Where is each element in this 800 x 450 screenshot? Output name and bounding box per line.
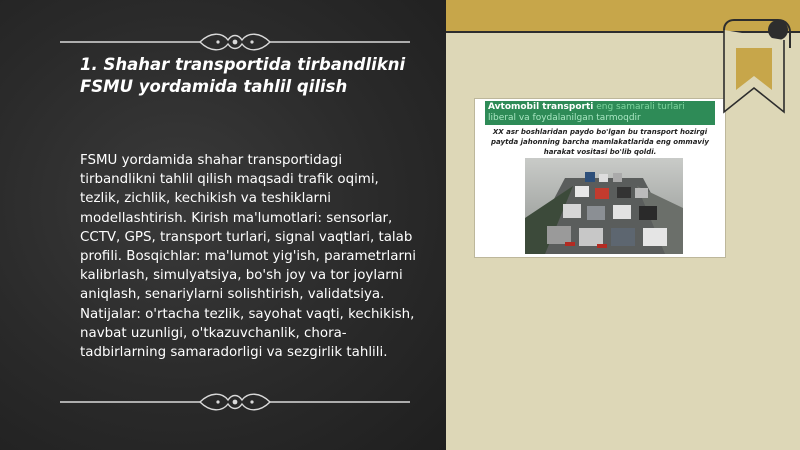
image-heading xyxy=(485,101,715,125)
image-heading-rest: eng samarali turlari xyxy=(596,102,685,112)
ornamental-divider-icon xyxy=(60,390,410,414)
ornamental-divider-icon xyxy=(60,30,410,54)
slide-body-text: FSMU yordamida shahar transportidagi tirbandlikni tahlil qilish maqsadi trafik oqimi, tezlik, zichlik, kechikish va teshiklarni modellashtirish. Kirish ma'lumotlari: sensorlar, CCTV, GPS, transport turlari, signal vaqtlari, talab profili. Bosqichlar: ma'lumot yig'ish, parametrlarni kalibrlash, simulyatsiya, bo'sh joy va tor joylarni aniqlash, senariylarni solishtirish, validatsiya. Natijalar: o'rtacha tezlik, sayohat vaqti, kechikish, navbat uzunligi, o'tkazuvchanlik, chora-tadbirlarning samaradorligi va sezgirlik tahlili. xyxy=(80,153,416,361)
image-heading-line2: liberal va foydalanilgan tarmoqdir xyxy=(488,113,641,123)
traffic-jam-photo xyxy=(525,158,683,254)
image-caption: XX asr boshlaridan paydo bo'lgan bu transport hozirgi paytda jahonning barcha mamlakatlarida eng ommaviy harakat vositasi bo'lib qoldi. xyxy=(491,128,709,156)
slide-title: 1. Shahar transportida tirbandlikni FSMU yordamida tahlil qilish xyxy=(80,55,406,96)
bookmark-ribbon-icon xyxy=(720,18,792,114)
traffic-image xyxy=(474,98,726,258)
image-heading-bold: Avtomobil transporti xyxy=(488,102,594,112)
